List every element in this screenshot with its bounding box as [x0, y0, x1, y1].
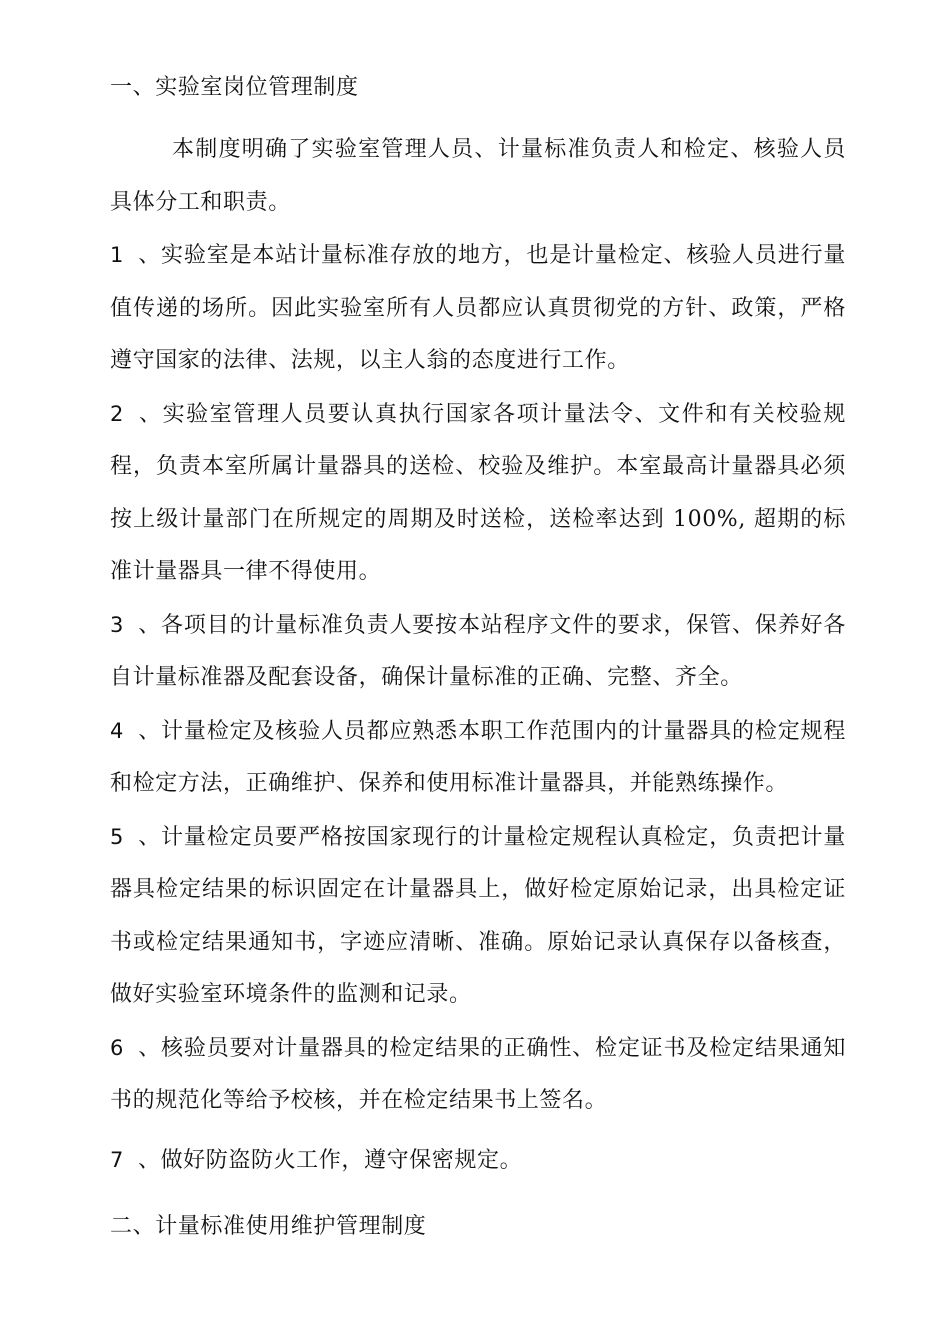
- rule-number: 2: [110, 401, 124, 426]
- rule-item-4: [110, 705, 846, 811]
- rule-item-3: [110, 599, 846, 705]
- rule-number: 6: [110, 1035, 124, 1060]
- section2-title: 二、计量标准使用维护管理制度: [110, 1214, 427, 1239]
- rule-number: 1: [110, 243, 124, 267]
- rule-text: 、核验员要对计量器具的检定结果的正确性、检定证书及检定结果通知书的规范化等给予校核，并在检定结果书上签名。: [110, 1035, 846, 1113]
- rule-number: 4: [110, 718, 124, 743]
- rule-item-7: [110, 1134, 846, 1188]
- rule-text: 、做好防盗防火工作，遵守保密规定。: [137, 1147, 523, 1173]
- rule-text: 、计量检定及核验人员都应熟悉本职工作范围内的计量器具的检定规程和检定方法，正确维护、保养和使用标准计量器具，并能熟练操作。: [110, 718, 846, 796]
- rule-text: 、实验室管理人员要认真执行国家各项计量法令、文件和有关校验规程，负责本室所属计量器具的送检、校验及维护。本室最高计量器具必须按上级计量部门在所规定的周期及时送检，送检率达到 100%, 超期的标准计量器具一律不得使用。: [110, 401, 846, 584]
- rule-number: 3: [110, 612, 124, 637]
- rule-text: 、实验室是本站计量标准存放的地方，也是计量检定、核验人员进行量值传递的场所。因此实验室所有人员都应认真贯彻党的方针、政策，严格遵守国家的法律、法规，以主人翁的态度进行工作。: [110, 243, 846, 373]
- rule-item-6: [110, 1022, 846, 1128]
- rule-item-2: [110, 388, 846, 599]
- rule-item-5: [110, 811, 846, 1022]
- rule-text: 、计量检定员要严格按国家现行的计量检定规程认真检定，负责把计量器具检定结果的标识固定在计量器具上，做好检定原始记录，出具检定证书或检定结果通知书，字迹应清晰、准确。原始记录认真保存以备核查，做好实验室环境条件的监测和记录。: [110, 824, 846, 1007]
- rule-number: 5: [110, 824, 124, 849]
- section1-intro: 本制度明确了实验室管理人员、计量标准负责人和检定、核验人员具体分工和职责。: [110, 137, 846, 215]
- section1-title: 一、实验室岗位管理制度: [110, 75, 359, 100]
- rule-text: 、各项目的计量标准负责人要按本站程序文件的要求，保管、保养好各自计量标准器及配套设备，确保计量标准的正确、完整、齐全。: [110, 612, 846, 690]
- rule-number: 7: [110, 1147, 124, 1172]
- rule-item-1: [110, 229, 846, 388]
